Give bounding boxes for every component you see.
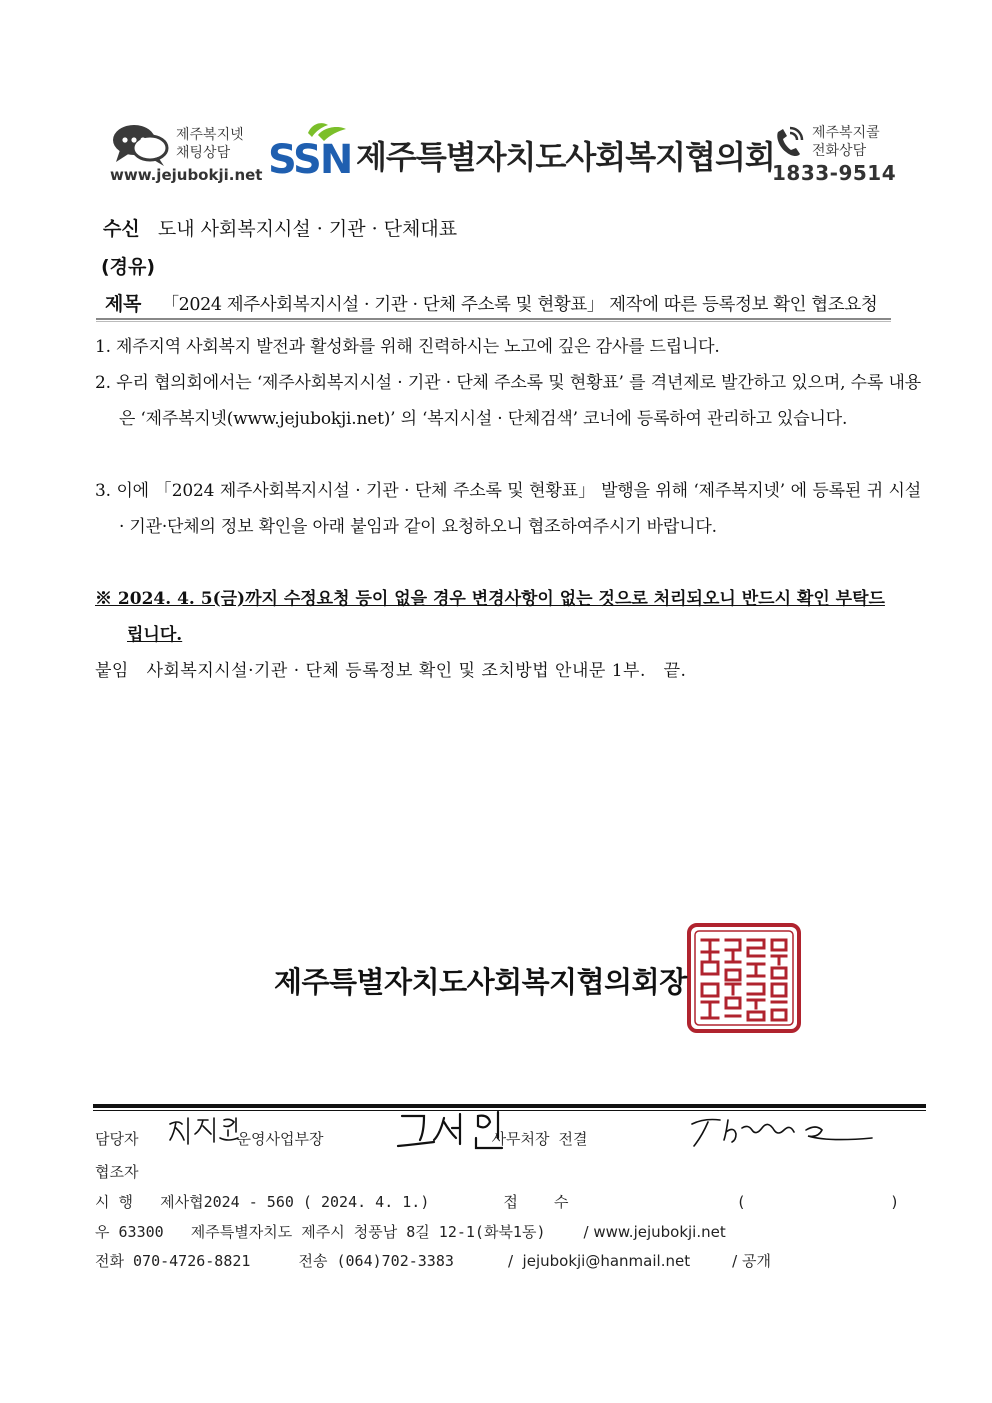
staff-label: 담당자 [95, 1130, 139, 1148]
enforce-label: 시 행 [95, 1193, 134, 1211]
cooperator-line [95, 1161, 138, 1182]
recipient-line [103, 214, 457, 241]
email[interactable]: / jejubokji@hanmail.net [507, 1252, 691, 1270]
call-label-line1: 제주복지콜 [812, 125, 880, 141]
organization-name: 제주특별자치도사회복지협의회 [356, 138, 775, 176]
director-signature-text: Thom [688, 1151, 691, 1152]
fax: 전송 (064)702-3383 [298, 1252, 454, 1270]
disclosure: / 공개 [732, 1252, 771, 1270]
chat-label-line1: 제주복지넷 [176, 127, 244, 143]
postal-code: 우 63300 [95, 1223, 164, 1241]
manager-signature [394, 1108, 514, 1154]
via-label: (경유) [101, 256, 156, 278]
recipient-label: 수신 [103, 218, 140, 240]
call-number: 1833-9514 [772, 161, 897, 185]
ssn-logo-text: SSN [268, 137, 352, 177]
address-line [95, 1221, 726, 1242]
sender-title: 제주특별자치도사회복지협의회장 [274, 965, 687, 999]
footer-website[interactable]: / www.jejubokji.net [583, 1223, 726, 1241]
subject-divider [96, 318, 891, 320]
call-label-line2: 전화상담 [812, 143, 867, 159]
paragraph-2: 2. 우리 협의회에서는 ‘제주사회복지시설 · 기관 · 단체 주소록 및 현황표’ 를 격년제로 발간하고 있으며, 수록 내용은 ‘제주복지넷(www.jejubokji.net)’ 의 ‘복지시설 · 단체검색’ 코너에 등록하여 관리하고 있습니다. [95, 373, 921, 429]
website-link[interactable]: www.jejubokji.net [110, 166, 263, 184]
receipt-label: 접 수 [503, 1193, 569, 1211]
subject-label: 제목 [105, 293, 141, 315]
subject-value: 「2024 제주사회복지시설 · 기관 · 단체 주소록 및 현황표」 제작에 따른 등록정보 확인 협조요청 [161, 295, 878, 315]
manager-signature-text: 고성민 [394, 1153, 397, 1154]
receipt-value: ( ) [736, 1193, 900, 1211]
call-consult-label [812, 124, 880, 160]
enforce-value: 제사협2024 - 560 ( 2024. 4. 1.) [160, 1193, 430, 1211]
ssn-logo [268, 121, 358, 177]
address: 제주특별자치도 제주시 청풍남 8길 12-1(화북1동) [190, 1223, 546, 1241]
subject-line [105, 289, 877, 316]
chat-bubble-icon [110, 122, 170, 168]
via-line [101, 252, 155, 279]
enforcement-line [95, 1191, 899, 1212]
paragraph-3: 3. 이에 「2024 제주사회복지시설 · 기관 · 단체 주소록 및 현황표」 발행을 위해 ‘제주복지넷’ 에 등록된 귀 시설 · 기관·단체의 정보 확인을 아래 붙임과 같이 요청하오니 협조하여주시기 바랍니다. [95, 481, 921, 537]
deadline-notice: ※ 2024. 4. 5(금)까지 수정요청 등이 없을 경우 변경사항이 없는 것으로 처리되오니 반드시 확인 부탁드립니다. [95, 589, 885, 645]
phone-icon [770, 124, 806, 160]
contact-line [95, 1250, 771, 1271]
subject-divider-thin [96, 321, 891, 322]
paragraph-1: 1. 제주지역 사회복지 발전과 활성화를 위해 진력하시는 노고에 깊은 감사를 드립니다. [95, 337, 720, 357]
director-signature [688, 1112, 888, 1152]
staff-signature-text: 정지원 [166, 1149, 169, 1150]
coop-label: 협조자 [95, 1163, 139, 1181]
official-seal [686, 922, 802, 1034]
manager-label: 운영사업부장 [236, 1130, 324, 1148]
recipient-value: 도내 사회복지시설 · 기관 · 단체대표 [157, 218, 458, 240]
chat-consult-label [176, 126, 244, 162]
staff-signature [166, 1114, 246, 1150]
director-label: 사무처장 전결 [491, 1130, 588, 1148]
chat-label-line2: 채팅상담 [176, 145, 231, 161]
attachment-line: 붙임 사회복지시설·기관 · 단체 등록정보 확인 및 조치방법 안내문 1부. 끝. [95, 661, 687, 681]
telephone: 전화 070-4726-8821 [95, 1252, 251, 1270]
